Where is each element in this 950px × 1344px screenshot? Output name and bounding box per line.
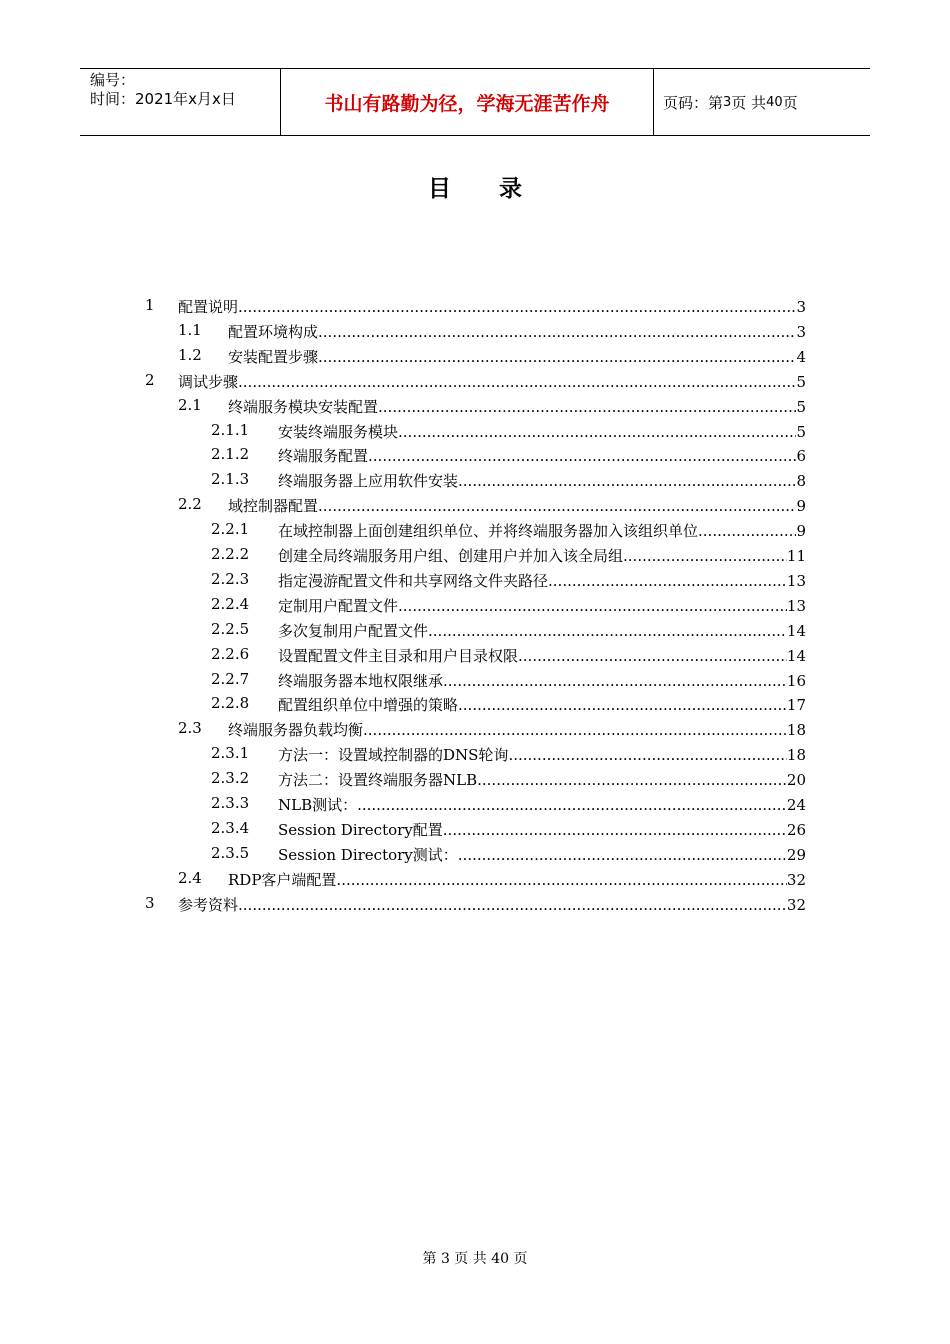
toc-dot-leader (336, 871, 786, 889)
header-serial: 编号： (90, 71, 136, 89)
toc-entry-title-line (278, 470, 806, 491)
toc-entry-page: 18 (786, 721, 806, 740)
toc-entry[interactable] (0, 520, 950, 544)
toc-entry-title-line (278, 670, 806, 691)
toc-entry-title: Session Directory配置 (278, 820, 443, 839)
toc-dot-leader (238, 373, 796, 391)
toc-entry-title: 配置说明 (178, 298, 239, 316)
toc-entry-title-line (278, 445, 806, 466)
toc-entry[interactable] (0, 620, 950, 644)
header-page-info (654, 69, 870, 135)
toc-entry-number: 2.2.1 (211, 520, 250, 539)
toc-entry-title-line (278, 819, 806, 840)
toc-entry-title-line (178, 894, 806, 915)
toc-entry-page: 13 (786, 571, 806, 590)
toc-entry-number: 2.2.5 (211, 619, 250, 638)
toc-entry-page: 24 (786, 796, 806, 814)
toc-dot-leader (363, 721, 787, 739)
header-motto: 书山有路勤为径，学海无涯苦作舟 (281, 69, 654, 135)
toc-entry-number: 2 (145, 370, 155, 389)
toc-entry-title-line (228, 719, 806, 740)
toc-heading: 目录 (428, 176, 570, 202)
toc-entry-number: 2.3.2 (211, 769, 250, 788)
toc-entry[interactable] (0, 321, 950, 345)
toc-entry-page: 5 (796, 422, 806, 441)
toc-entry-title: Session Directory测试： (278, 845, 458, 864)
toc-entry-page: 6 (796, 447, 806, 466)
toc-dot-leader (238, 896, 787, 914)
toc-entry[interactable] (0, 421, 950, 445)
toc-entry[interactable] (0, 844, 950, 868)
toc-entry-page: 5 (796, 372, 806, 391)
toc-entry-title: RDP客户端配置 (228, 870, 337, 889)
toc-entry[interactable] (0, 744, 950, 768)
toc-entry[interactable] (0, 595, 950, 619)
toc-entry-page: 3 (796, 298, 806, 316)
header-page-prefix: 页码：第 (663, 93, 724, 112)
toc-dot-leader (698, 522, 796, 540)
toc-entry-title: 终端服务器负载均衡 (228, 721, 364, 740)
toc-entry-title-line (278, 645, 806, 666)
toc-dot-leader (318, 497, 796, 515)
toc-entry-page: 9 (796, 522, 806, 541)
toc-entry-number: 2.4 (178, 868, 202, 887)
toc-entry-title: 创建全局终端服务用户组、创建用户并加入该全局组 (278, 547, 624, 565)
toc-entry-page: 18 (786, 746, 806, 765)
toc-entry-title: 终端服务配置 (278, 447, 369, 466)
toc-dot-leader (357, 796, 787, 814)
toc-dot-leader (318, 323, 796, 341)
toc-entry-title: 配置环境构成 (228, 322, 319, 341)
toc-entry-title-line (278, 421, 806, 442)
toc-entry-title: NLB测试： (278, 796, 358, 814)
toc-entry-title-line (278, 769, 806, 790)
toc-entry-title: 安装终端服务模块 (278, 422, 399, 441)
toc-entry-number: 1.1 (178, 320, 202, 339)
toc-dot-leader (508, 746, 786, 764)
toc-entry-title: 配置组织单位中增强的策略 (278, 696, 459, 715)
header-page-current: 3 (723, 94, 732, 110)
toc-entry-number: 2.2.3 (211, 569, 250, 588)
toc-entry-title: 在域控制器上面创建组织单位、并将终端服务器加入该组织单位 (278, 522, 699, 541)
toc-entry-title-line (278, 794, 806, 815)
toc-entry-number: 2.2.8 (211, 694, 250, 713)
page-header (80, 68, 870, 136)
toc-entry-number: 2.1.3 (211, 470, 250, 489)
toc-entry-page: 14 (786, 646, 806, 665)
toc-entry-page: 29 (786, 845, 806, 864)
toc-entry-page: 5 (796, 397, 806, 416)
toc-entry[interactable] (0, 719, 950, 743)
toc-entry[interactable] (0, 545, 950, 569)
toc-dot-leader (318, 348, 796, 366)
toc-entry-number: 2.2 (178, 495, 202, 514)
toc-entry-number: 2.2.6 (211, 644, 250, 663)
header-date: 时间：2021年x月x日 (90, 90, 236, 108)
toc-dot-leader (518, 647, 787, 665)
toc-entry[interactable] (0, 346, 950, 370)
toc-entry-page: 20 (786, 771, 806, 790)
toc-dot-leader (458, 846, 787, 864)
toc-entry[interactable] (0, 694, 950, 718)
toc-entry-page: 8 (796, 472, 806, 491)
toc-entry-title: 调试步骤 (178, 372, 239, 391)
toc-entry-title-line (278, 570, 806, 591)
toc-entry-title: 终端服务模块安装配置 (228, 397, 379, 416)
toc-entry-title-line (278, 595, 806, 616)
toc-entry[interactable] (0, 819, 950, 843)
toc-dot-leader (368, 447, 796, 465)
toc-entry-number: 2.2.4 (211, 594, 250, 613)
toc-entry[interactable] (0, 296, 950, 320)
toc-entry-number: 2.2.7 (211, 669, 250, 688)
toc-entry-number: 2.3.3 (211, 794, 250, 812)
toc-entry-title: 方法二：设置终端服务器NLB (278, 771, 478, 790)
toc-entry-page: 26 (786, 820, 806, 839)
toc-entry-title-line (278, 620, 806, 641)
toc-entry-title: 方法一：设置域控制器的DNS轮询 (278, 746, 509, 765)
toc-entry-title: 安装配置步骤 (228, 347, 319, 366)
toc-entry-number: 2.1.1 (211, 420, 250, 439)
toc-entry[interactable] (0, 445, 950, 469)
toc-entry-number: 1 (145, 296, 155, 314)
toc-entry-title-line (178, 296, 806, 317)
toc-entry-page: 32 (786, 895, 806, 914)
toc-entry-title-line (278, 545, 806, 566)
toc-entry-number: 2.1.2 (211, 445, 250, 464)
toc-entry[interactable] (0, 495, 950, 519)
toc-dot-leader (458, 472, 796, 490)
header-page-suffix: 页 (782, 93, 798, 112)
toc-entry-page: 16 (786, 671, 806, 690)
header-meta (80, 69, 281, 135)
toc-entry-title: 域控制器配置 (228, 497, 319, 516)
toc-entry[interactable] (0, 869, 950, 893)
toc-entry-title-line (178, 371, 806, 392)
toc-dot-leader (548, 572, 787, 590)
toc-entry-page: 13 (786, 596, 806, 615)
toc-dot-leader (443, 672, 787, 690)
toc-entry-page: 32 (786, 870, 806, 889)
toc-entry[interactable] (0, 645, 950, 669)
toc-entry-title: 多次复制用户配置文件 (278, 621, 429, 640)
toc-entry[interactable] (0, 894, 950, 918)
toc-entry-number: 2.3 (178, 719, 202, 738)
toc-entry-number: 2.3.4 (211, 818, 250, 837)
toc-entry-title-line (228, 321, 806, 342)
toc-entry-number: 2.1 (178, 395, 202, 414)
toc-entry-title-line (228, 346, 806, 367)
toc-dot-leader (398, 597, 787, 615)
toc-entry[interactable] (0, 396, 950, 420)
toc-dot-leader (378, 398, 796, 416)
toc-entry-number: 1.2 (178, 345, 202, 364)
toc-dot-leader (477, 771, 787, 789)
toc-dot-leader (623, 547, 787, 565)
toc-entry-title-line (228, 495, 806, 516)
toc-entry-title-line (278, 744, 806, 765)
toc-entry-title-line (278, 844, 806, 865)
toc-dot-leader (398, 423, 796, 441)
toc-dot-leader (443, 821, 787, 839)
toc-entry-page: 3 (796, 322, 806, 341)
toc-entry-title-line (228, 869, 806, 890)
toc-entry-number: 2.3.5 (211, 843, 250, 862)
page-footer: 第 3 页 共 40 页 (422, 1251, 528, 1267)
toc-entry-title-line (278, 694, 806, 715)
toc-entry-page: 4 (796, 347, 806, 366)
toc-entry-page: 9 (796, 497, 806, 516)
toc-entry-title: 定制用户配置文件 (278, 596, 399, 615)
toc-dot-leader (238, 298, 796, 316)
toc-entry-title: 设置配置文件主目录和用户目录权限 (278, 646, 519, 665)
toc-entry[interactable] (0, 794, 950, 818)
header-page-mid: 页 共 (731, 93, 767, 112)
toc-dot-leader (428, 622, 787, 640)
toc-entry[interactable] (0, 670, 950, 694)
toc-entry-number: 2.2.2 (211, 545, 250, 563)
toc-entry-page: 17 (786, 696, 806, 715)
toc-entry-title: 终端服务器上应用软件安装 (278, 472, 459, 491)
toc-entry-page: 14 (786, 621, 806, 640)
toc-entry-title: 终端服务器本地权限继承 (278, 671, 444, 690)
header-page-total: 40 (766, 94, 783, 110)
toc-entry-title-line (278, 520, 806, 541)
toc-dot-leader (458, 696, 787, 714)
toc-entry-title: 指定漫游配置文件和共享网络文件夹路径 (278, 571, 549, 590)
toc-entry-number: 3 (145, 893, 155, 912)
toc-entry[interactable] (0, 371, 950, 395)
toc-entry[interactable] (0, 470, 950, 494)
toc-entry[interactable] (0, 570, 950, 594)
toc-entry-page: 11 (786, 547, 806, 565)
toc-entry-title-line (228, 396, 806, 417)
toc-entry[interactable] (0, 769, 950, 793)
toc-entry-title: 参考资料 (178, 895, 239, 914)
toc-entry-number: 2.3.1 (211, 744, 250, 763)
